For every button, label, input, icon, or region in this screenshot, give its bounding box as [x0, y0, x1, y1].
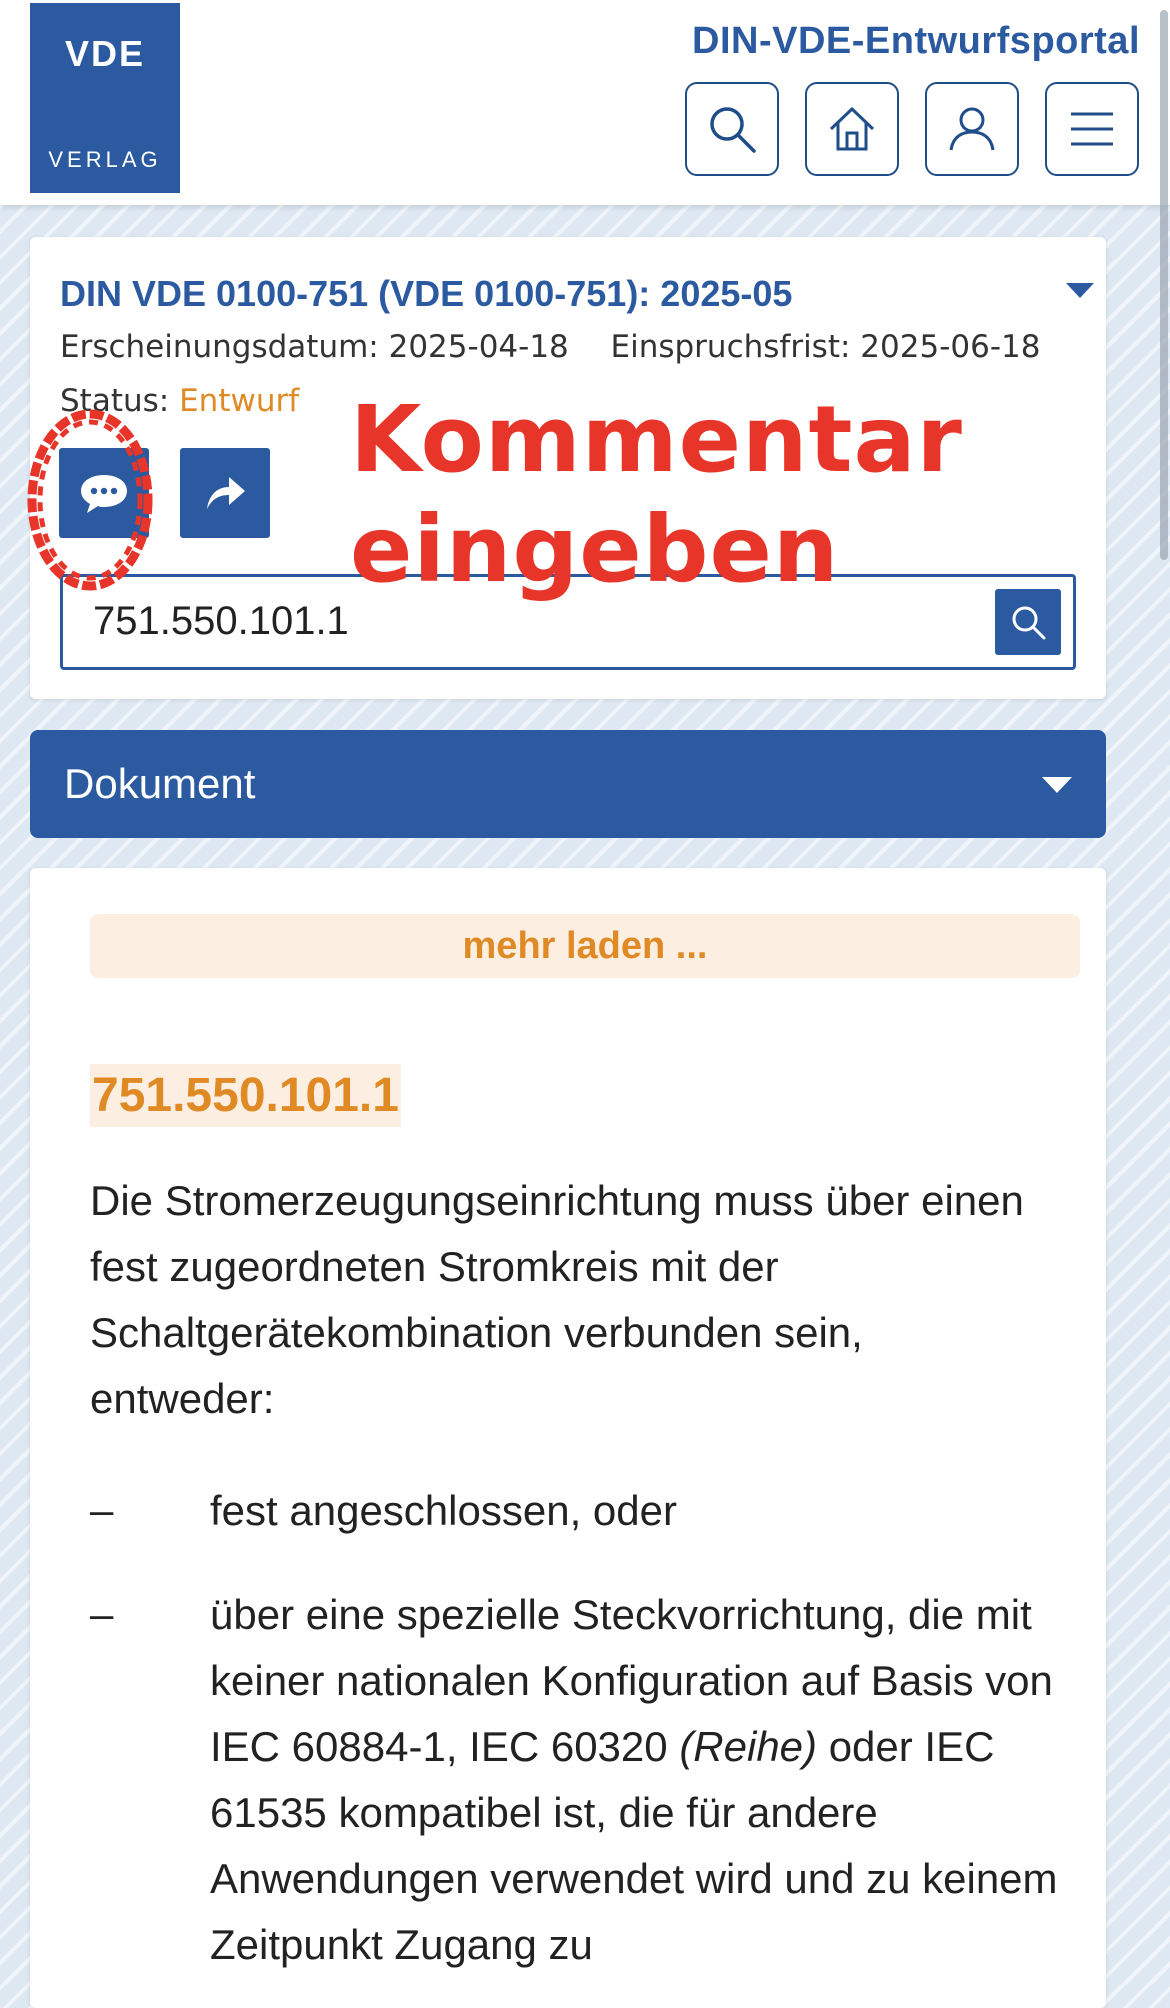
annotation-line-1: Kommentar	[350, 386, 963, 493]
search-icon	[705, 102, 759, 156]
document-title[interactable]: DIN VDE 0100-751 (VDE 0100-751): 2025-05	[60, 273, 793, 314]
list-item-text: über eine spezielle Steckvorrichtung, die mit keiner nationalen Konfiguration auf Basis von IEC 60884-1, IEC 60320	[210, 1591, 1053, 1770]
erscheinung-value: 2025-04-18	[388, 329, 569, 365]
menu-icon	[1065, 102, 1119, 156]
vde-verlag-logo[interactable]	[30, 3, 180, 193]
status-value: Entwurf	[179, 383, 300, 419]
list-item: fest angeschlossen, oder	[210, 1487, 677, 1534]
list-item-text: oder IEC 61535 kompatibel ist, die für andere Anwendungen verwendet wird und zu keinem Zeitpunkt Zugang zu	[210, 1723, 1058, 1968]
annotation-circle	[20, 400, 160, 600]
chevron-down-icon	[1042, 777, 1072, 793]
expand-caret-icon[interactable]	[1066, 283, 1094, 298]
einspruch-value: 2025-06-18	[860, 329, 1041, 365]
search-icon	[1008, 602, 1048, 642]
annotation-line-2: eingeben	[350, 496, 840, 603]
list-item	[210, 1582, 1115, 1978]
list-item-italic-text: (Reihe)	[679, 1723, 818, 1770]
portal-title[interactable]: DIN-VDE-Entwurfsportal	[692, 20, 1140, 62]
document-search-input[interactable]: 751.550.101.1	[93, 599, 349, 643]
share-button[interactable]	[180, 448, 270, 538]
user-icon	[945, 102, 999, 156]
list-bullet: –	[90, 1590, 114, 1637]
account-button[interactable]	[925, 82, 1019, 176]
section-number: 751.550.101.1	[90, 1064, 401, 1127]
logo-text-verlag: VERLAG	[48, 147, 162, 172]
scrollbar[interactable]	[1160, 10, 1168, 560]
logo-text-vde: VDE	[64, 33, 146, 74]
share-icon	[201, 471, 249, 515]
home-icon	[825, 102, 879, 156]
search-button[interactable]	[685, 82, 779, 176]
load-more-button[interactable]: mehr laden ...	[90, 914, 1080, 978]
status-label: Status:	[60, 383, 170, 419]
home-button[interactable]	[805, 82, 899, 176]
annotation-text	[350, 385, 963, 605]
section-paragraph: Die Stromerzeugungseinrichtung muss über einen fest zugeordneten Stromkreis mit der Schaltgerätekombination verbunden sein, entweder:	[90, 1177, 1024, 1422]
menu-button[interactable]	[1045, 82, 1139, 176]
dokument-section-label: Dokument	[64, 760, 256, 807]
document-dates	[60, 329, 1040, 365]
document-content-card	[30, 868, 1106, 2008]
list-bullet: –	[90, 1486, 114, 1533]
document-search-submit-button[interactable]	[995, 589, 1061, 655]
einspruch-label: Einspruchsfrist:	[610, 329, 851, 365]
app-header	[0, 0, 1170, 205]
dokument-section-toggle[interactable]	[30, 730, 1106, 838]
erscheinung-label: Erscheinungsdatum:	[60, 329, 379, 365]
